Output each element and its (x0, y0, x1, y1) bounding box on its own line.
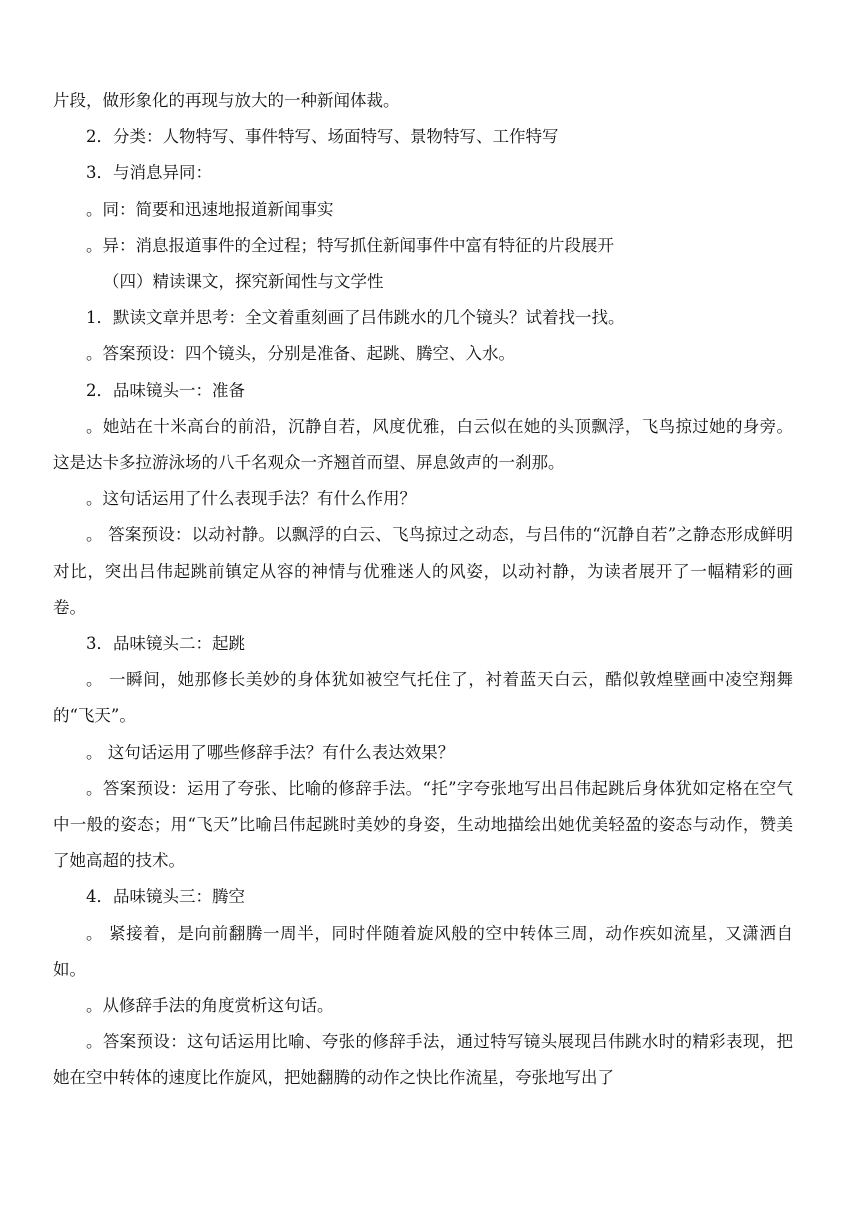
paragraph: 。答案预设：四个镜头，分别是准备、起跳、腾空、入水。 (86, 344, 515, 364)
paragraph: 2．分类：人物特写、事件特写、场面特写、景物特写、工作特写 (86, 127, 559, 147)
document-page (53, 83, 793, 1097)
paragraph: 2．品味镜头一：准备 (86, 380, 245, 400)
paragraph: 3．与消息异同： (86, 163, 212, 183)
paragraph: 。 答案预设：以动衬静。以飘浮的白云、飞鸟掠过之动态，与吕伟的“沉静自若”之静态形成鲜明对比，突出吕伟起跳前镇定从容的神情与优雅迷人的风姿，以动衬静，为读者展开了一幅精彩的画卷。 (53, 525, 793, 617)
paragraph: 1．默读文章并思考：全文着重刻画了吕伟跳水的几个镜头？试着找一找。 (86, 308, 625, 328)
paragraph: 。 紧接着，是向前翻腾一周半，同时伴随着旋风般的空中转体三周，动作疾如流星，又潇洒自如。 (53, 923, 793, 979)
paragraph: 。同：简要和迅速地报道新闻事实 (86, 199, 334, 219)
paragraph: 。 一瞬间，她那修长美妙的身体犹如被空气托住了，衬着蓝天白云，酷似敦煌壁画中凌空翔舞的“飞天”。 (53, 670, 793, 726)
paragraph: 。答案预设：这句话运用比喻、夸张的修辞手法，通过特写镜头展现吕伟跳水时的精彩表现，把她在空中转体的速度比作旋风，把她翻腾的动作之快比作流星，夸张地写出了 (53, 1032, 793, 1088)
paragraph: 片段，做形象化的再现与放大的一种新闻体裁。 (53, 91, 400, 110)
paragraph: 4．品味镜头三：腾空 (86, 887, 245, 907)
paragraph: 。 这句话运用了哪些修辞手法？有什么表达效果？ (86, 742, 455, 762)
paragraph: 。她站在十米高台的前沿，沉静自若，风度优雅，白云似在她的头顶飘浮，飞鸟掠过她的身旁。这是达卡多拉游泳场的八千名观众一齐翘首而望、屏息敛声的一刹那。 (53, 416, 793, 473)
paragraph: 3．品味镜头二：起跳 (86, 634, 245, 654)
paragraph: 。答案预设：运用了夸张、比喻的修辞手法。“托”字夸张地写出吕伟起跳后身体犹如定格在空气中一般的姿态；用“飞天”比喻吕伟起跳时美妙的身姿，生动地描绘出她优美轻盈的姿态与动作，赞美了她高超的技术。 (53, 778, 793, 871)
paragraph: 。从修辞手法的角度赏析这句话。 (86, 996, 334, 1016)
paragraph: 。异：消息报道事件的全过程；特写抓住新闻事件中富有特征的片段展开 (86, 235, 614, 255)
paragraph: 。这句话运用了什么表现手法？有什么作用？ (86, 489, 416, 509)
section-heading: （四）精读课文，探究新闻性与文学性 (103, 272, 384, 292)
